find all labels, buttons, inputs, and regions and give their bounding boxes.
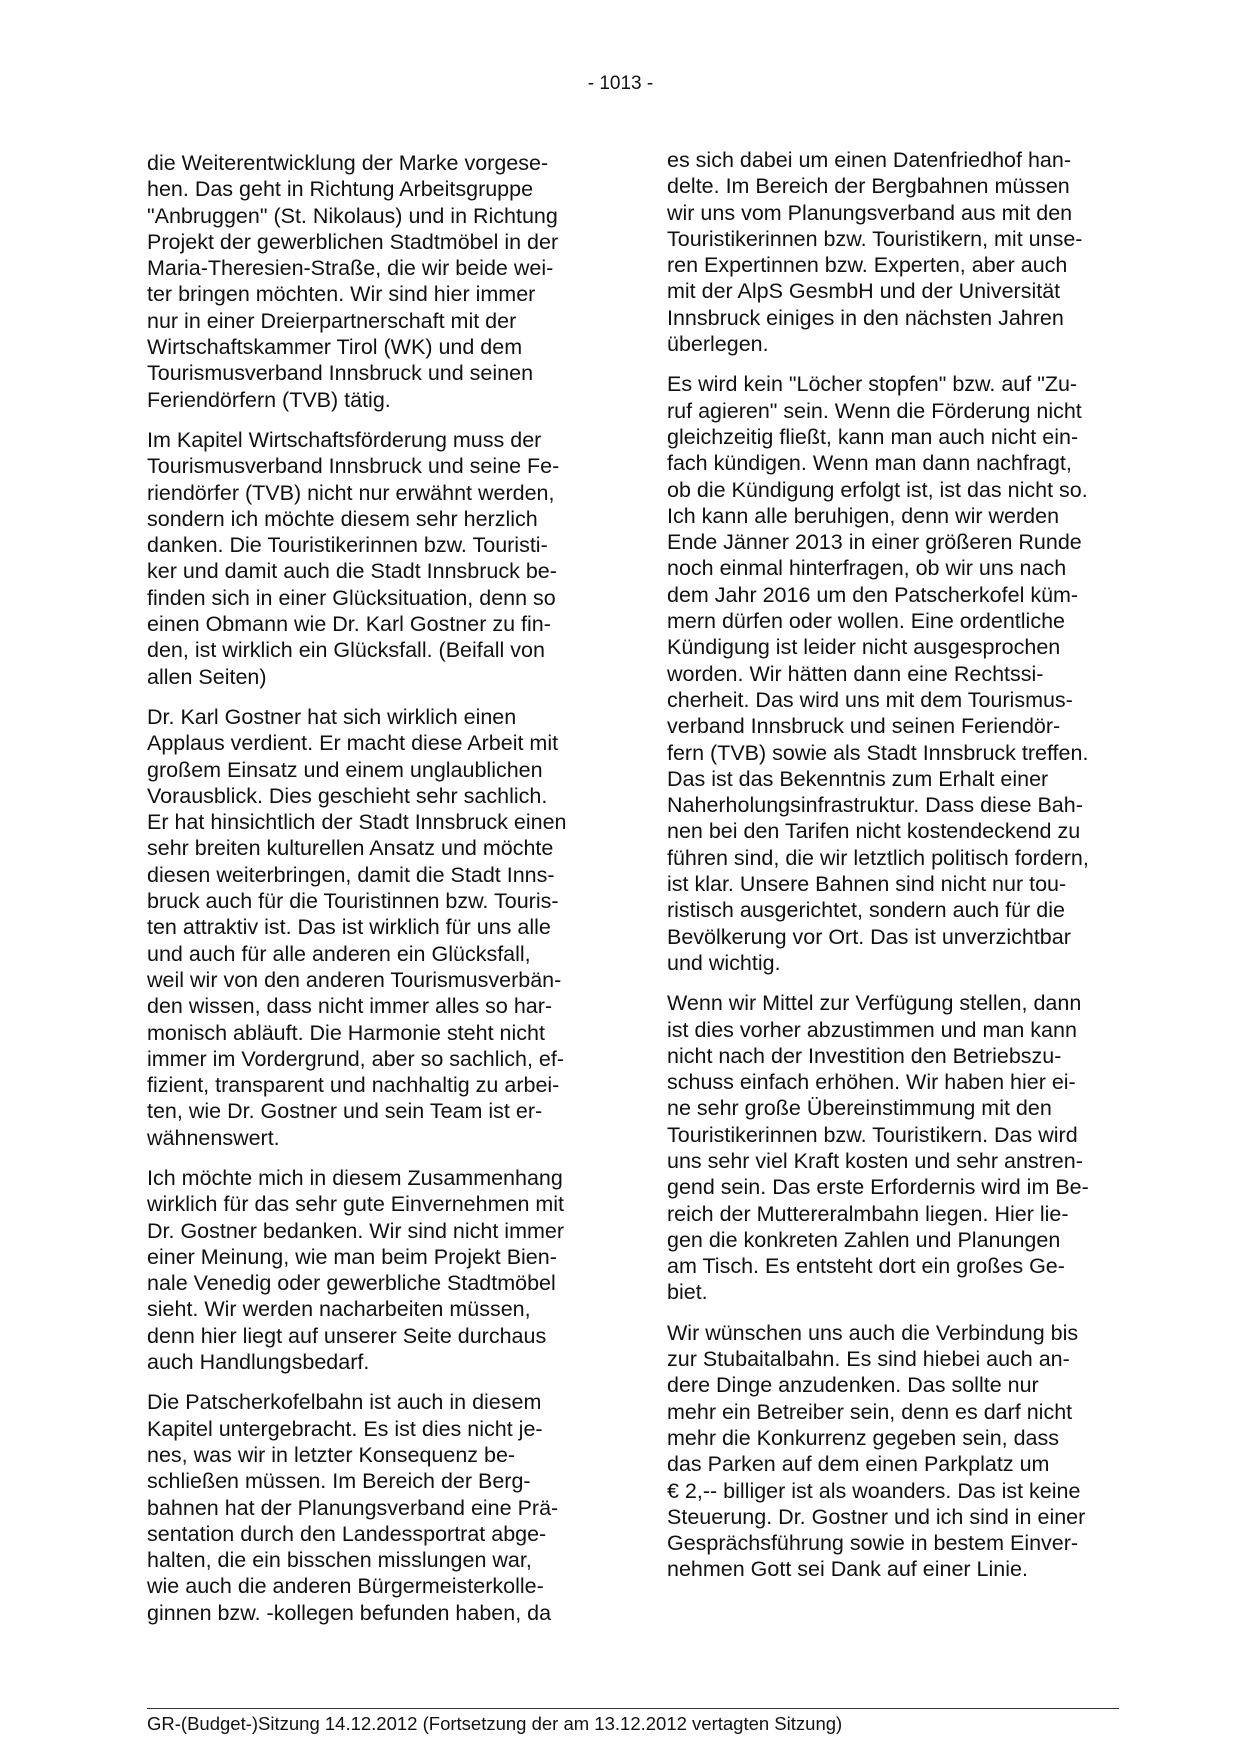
text-line: einer Meinung, wie man beim Projekt Bien-	[147, 1244, 557, 1269]
text-line: biet.	[667, 1280, 708, 1305]
footer-divider	[147, 1708, 1119, 1709]
text-line: € 2,-- billiger ist als woanders. Das ist keine	[667, 1478, 1081, 1503]
text-line: mehr ein Betreiber sein, denn es darf nicht	[667, 1399, 1073, 1424]
text-line: finden sich in einer Glücksituation, denn so	[147, 585, 556, 610]
text-line: verband Innsbruck und seinen Feriendör-	[667, 714, 1061, 739]
text-line: Ich möchte mich in diesem Zusammenhang	[147, 1165, 563, 1190]
text-line: nehmen Gott sei Dank auf einer Linie.	[667, 1557, 1028, 1582]
paragraph	[147, 427, 587, 690]
text-line: sondern ich möchte diesem sehr herzlich	[147, 506, 538, 531]
text-line: Wenn wir Mittel zur Verfügung stellen, dann	[667, 991, 1082, 1016]
text-line: es sich dabei um einen Datenfriedhof han-	[667, 148, 1071, 172]
text-line: wie auch die anderen Bürgermeisterkolle-	[147, 1574, 544, 1599]
text-line: das Parken auf dem einen Parkplatz um	[667, 1452, 1050, 1477]
text-line: Kapitel untergebracht. Es ist dies nicht je-	[147, 1416, 543, 1441]
text-line: Tourismusverband Innsbruck und seinen	[147, 361, 534, 386]
text-line: Applaus verdient. Er macht diese Arbeit mit	[147, 731, 559, 756]
text-line: ristisch ausgerichtet, sondern auch für die	[667, 898, 1065, 923]
text-line: nes, was wir in letzter Konsequenz be-	[147, 1442, 516, 1467]
text-line: ter bringen möchten. Wir sind hier immer	[147, 282, 536, 307]
text-line: dem Jahr 2016 um den Patscherkofel küm-	[667, 582, 1079, 607]
text-line: sentation durch den Landessportrat abge-	[147, 1521, 547, 1546]
text-line: ne sehr große Übereinstimmung mit den	[667, 1096, 1052, 1121]
text-line: Tourismusverband Innsbruck und seine Fe-	[147, 454, 560, 479]
text-line: ten, wie Dr. Gostner und sein Team ist er-	[147, 1099, 543, 1124]
text-line: schuss einfach erhöhen. Wir haben hier ei-	[667, 1070, 1076, 1095]
text-line: nale Venedig oder gewerbliche Stadtmöbel	[147, 1271, 556, 1296]
text-line: Ende Jänner 2013 in einer größeren Runde	[667, 530, 1082, 555]
text-line: dere Dinge anzudenken. Das sollte nur	[667, 1373, 1039, 1398]
text-line: Vorausblick. Dies geschieht sehr sachlich.	[147, 783, 548, 808]
text-line: wähnenswert.	[147, 1125, 280, 1150]
text-line: nur in einer Dreierpartnerschaft mit der	[147, 308, 517, 333]
paragraph	[147, 1389, 587, 1626]
text-line: den wissen, dass nicht immer alles so har-	[147, 994, 553, 1019]
text-line: überlegen.	[667, 332, 769, 357]
paragraph	[667, 147, 1107, 357]
text-line: fern (TVB) sowie als Stadt Innsbruck treffen.	[667, 740, 1089, 765]
paragraph	[667, 371, 1107, 976]
text-line: Steuerung. Dr. Gostner und ich sind in einer	[667, 1504, 1086, 1529]
text-line: fizient, transparent und nachhaltig zu arbei-	[147, 1073, 560, 1098]
text-line: Feriendörfern (TVB) tätig.	[147, 387, 391, 412]
text-line: ten attraktiv ist. Das ist wirklich für uns alle	[147, 915, 551, 940]
text-line: führen sind, die wir letztlich politisch fordern,	[667, 845, 1089, 870]
left-text-column	[147, 150, 587, 1640]
paragraph	[147, 150, 587, 413]
text-line: weil wir von den anderen Tourismusverbän-	[147, 967, 562, 992]
text-line: sieht. Wir werden nacharbeiten müssen,	[147, 1297, 531, 1322]
text-line: gleichzeitig fließt, kann man auch nicht ein-	[667, 424, 1079, 449]
text-line: Dr. Gostner bedanken. Wir sind nicht immer	[147, 1218, 565, 1243]
text-line: schließen müssen. Im Bereich der Berg-	[147, 1469, 531, 1494]
paragraph	[147, 1165, 587, 1375]
text-line: Kündigung ist leider nicht ausgesprochen	[667, 635, 1061, 660]
text-line: Projekt der gewerblichen Stadtmöbel in der	[147, 229, 559, 254]
text-line: ist klar. Unsere Bahnen sind nicht nur tou-	[667, 872, 1067, 897]
paragraph	[667, 1320, 1107, 1583]
text-line: Gesprächsführung sowie in bestem Einver-	[667, 1531, 1079, 1556]
text-line: Im Kapitel Wirtschaftsförderung muss der	[147, 427, 542, 452]
text-line: nicht nach der Investition den Betriebszu-	[667, 1043, 1062, 1068]
text-line: auch Handlungsbedarf.	[147, 1350, 370, 1375]
text-line: mehr die Konkurrenz gegeben sein, dass	[667, 1425, 1060, 1450]
text-line: die Weiterentwicklung der Marke vorgese-	[147, 151, 549, 175]
page-number: - 1013 -	[587, 73, 654, 94]
text-line: noch einmal hinterfragen, ob wir uns nach	[667, 556, 1067, 581]
text-line: Die Patscherkofelbahn ist auch in diesem	[147, 1390, 542, 1415]
right-text-column	[667, 147, 1107, 1597]
text-line: Wir wünschen uns auch die Verbindung bis	[667, 1320, 1079, 1345]
text-line: Maria-Theresien-Straße, die wir beide wei-	[147, 256, 554, 281]
text-line: diesen weiterbringen, damit die Stadt Inns-	[147, 862, 555, 887]
text-line: halten, die ein bisschen misslungen war,	[147, 1548, 532, 1573]
text-line: wir uns vom Planungsverband aus mit den	[667, 200, 1073, 225]
text-line: und auch für alle anderen ein Glücksfall,	[147, 941, 531, 966]
text-line: immer im Vordergrund, aber so sachlich, ef-	[147, 1046, 565, 1071]
text-line: worden. Wir hätten dann eine Rechtssi-	[667, 661, 1044, 686]
page-footer: GR-(Budget-)Sitzung 14.12.2012 (Fortsetzung der am 13.12.2012 vertagten Sitzung)	[147, 1713, 843, 1734]
text-line: ren Expertinnen bzw. Experten, aber auch	[667, 253, 1068, 278]
text-line: Ich kann alle beruhigen, denn wir werden	[667, 503, 1060, 528]
text-line: monisch abläuft. Die Harmonie steht nicht	[147, 1020, 545, 1045]
text-line: ob die Kündigung erfolgt ist, ist das nicht so.	[667, 477, 1088, 502]
text-line: den, ist wirklich ein Glücksfall. (Beifall von	[147, 638, 545, 663]
text-line: hen. Das geht in Richtung Arbeitsgruppe	[147, 177, 534, 202]
text-line: und wichtig.	[667, 950, 781, 975]
text-line: bruck auch für die Touristinnen bzw. Touris-	[147, 889, 559, 914]
text-line: bahnen hat der Planungsverband eine Prä-	[147, 1495, 559, 1520]
text-line: einen Obmann wie Dr. Karl Gostner zu fin-	[147, 612, 551, 637]
text-line: gend sein. Das erste Erfordernis wird im Be-	[667, 1175, 1089, 1200]
text-line: ginnen bzw. -kollegen befunden haben, da	[147, 1600, 552, 1625]
text-line: nen bei den Tarifen nicht kostendeckend zu	[667, 819, 1081, 844]
text-line: riendörfer (TVB) nicht nur erwähnt werden,	[147, 480, 555, 505]
text-line: "Anbruggen" (St. Nikolaus) und in Richtung	[147, 203, 558, 228]
text-line: denn hier liegt auf unserer Seite durchaus	[147, 1323, 547, 1348]
text-line: Touristikerinnen bzw. Touristikern. Das wird	[667, 1122, 1078, 1147]
text-line: großem Einsatz und einem unglaublichen	[147, 757, 543, 782]
text-line: ist dies vorher abzustimmen und man kann	[667, 1017, 1077, 1042]
text-line: delte. Im Bereich der Bergbahnen müssen	[667, 174, 1070, 199]
text-line: fach kündigen. Wenn man dann nachfragt,	[667, 451, 1072, 476]
text-line: Innsbruck einiges in den nächsten Jahren	[667, 305, 1064, 330]
text-line: ker und damit auch die Stadt Innsbruck be-	[147, 559, 557, 584]
text-line: Er hat hinsichtlich der Stadt Innsbruck einen	[147, 810, 567, 835]
text-line: Das ist das Bekenntnis zum Erhalt einer	[667, 766, 1049, 791]
text-line: cherheit. Das wird uns mit dem Tourismus-	[667, 687, 1073, 712]
paragraph	[147, 704, 587, 1151]
text-line: zur Stubaitalbahn. Es sind hiebei auch an-	[667, 1347, 1070, 1372]
text-line: Touristikerinnen bzw. Touristikern, mit unse-	[667, 226, 1083, 251]
text-line: Es wird kein "Löcher stopfen" bzw. auf "Zu-	[667, 372, 1078, 397]
text-line: sehr breiten kulturellen Ansatz und möchte	[147, 836, 554, 861]
text-line: Naherholungsinfrastruktur. Dass diese Bah-	[667, 793, 1083, 818]
text-line: ruf agieren" sein. Wenn die Förderung nicht	[667, 398, 1082, 423]
text-line: mern dürfen oder wollen. Eine ordentliche	[667, 609, 1065, 634]
paragraph	[667, 990, 1107, 1306]
text-line: reich der Muttereralmbahn liegen. Hier lie-	[667, 1201, 1069, 1226]
text-line: Wirtschaftskammer Tirol (WK) und dem	[147, 335, 523, 360]
text-line: wirklich für das sehr gute Einvernehmen mit	[147, 1192, 565, 1217]
text-line: mit der AlpS GesmbH und der Universität	[667, 279, 1061, 304]
text-line: am Tisch. Es entsteht dort ein großes Ge-	[667, 1254, 1065, 1279]
text-line: Dr. Karl Gostner hat sich wirklich einen	[147, 704, 517, 729]
text-line: allen Seiten)	[147, 664, 267, 689]
text-line: danken. Die Touristikerinnen bzw. Touristi-	[147, 533, 548, 558]
text-line: uns sehr viel Kraft kosten und sehr anstren-	[667, 1148, 1083, 1173]
text-line: gen die konkreten Zahlen und Planungen	[667, 1227, 1061, 1252]
text-line: Bevölkerung vor Ort. Das ist unverzichtbar	[667, 924, 1071, 949]
